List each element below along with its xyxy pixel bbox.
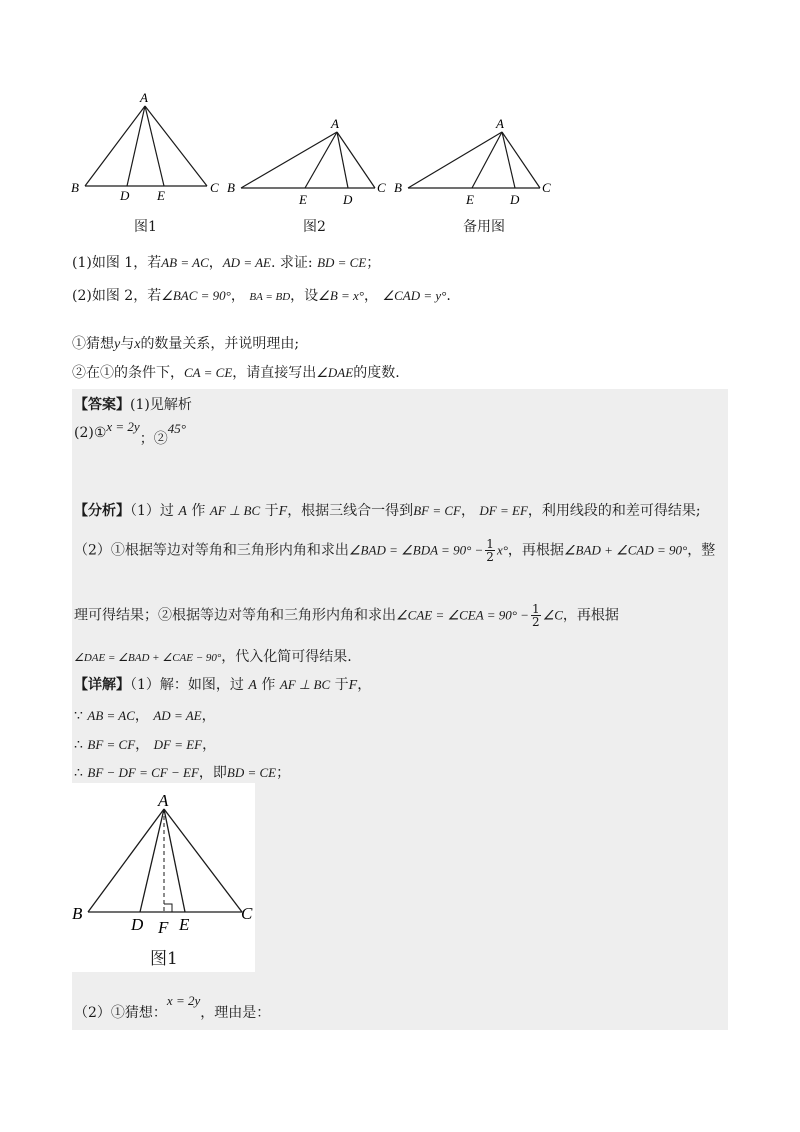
detail-figure-triangle — [72, 789, 255, 939]
spare-figure-triangle — [392, 112, 562, 208]
label-B: B — [72, 904, 83, 923]
label-B: B — [394, 180, 402, 195]
label-A: A — [496, 116, 504, 131]
detail-line-1: 【详解】（1）解：如图，过 A 作 AF ⊥ BC 于F， — [74, 677, 372, 693]
label-C: C — [377, 180, 386, 195]
label-E: E — [179, 915, 190, 934]
analysis-line-4: ∠DAE = ∠BAD + ∠CAE − 90°，代入化简可得结果. — [74, 649, 352, 665]
label-E: E — [299, 192, 307, 207]
label-C: C — [210, 180, 219, 195]
question-1: ①猜想y与x的数量关系，并说明理由; — [72, 336, 300, 352]
detail-line-2: ∵ AB = AC， AD = AE， — [74, 708, 216, 724]
label-A: A — [158, 791, 169, 810]
detail-figure-caption: 图1 — [150, 949, 178, 969]
problem-part-2: (2)如图 2，若∠BAC = 90°， BA = BD，设∠B = x°， ∠CAD = y°. — [72, 288, 451, 304]
label-A: A — [331, 116, 339, 131]
label-C: C — [542, 180, 551, 195]
label-D: D — [343, 192, 353, 207]
label-D: D — [131, 915, 144, 934]
detail-line-5: （2）①猜想：x = 2y，理由是： — [74, 993, 271, 1021]
label-B: B — [227, 180, 235, 195]
label-E: E — [466, 192, 474, 207]
fraction-half: $\frac{1}{2}$ — [531, 602, 540, 629]
analysis-line-2: （2）①根据等边对等角和三角形内角和求出∠BAD = ∠BDA = 90° − $\frac{1}{2}$ x°，再根据∠BAD + ∠CAD = 90°，整 — [74, 537, 716, 564]
fraction-half: $\frac{1}{2}$ — [486, 537, 494, 564]
answer-line-2: (2)①x = 2y；②45° — [74, 419, 186, 447]
figure-2-triangle — [225, 112, 395, 208]
answer-line-1: 【答案】(1)见解析 — [74, 397, 192, 413]
label-E: E — [157, 188, 165, 203]
problem-part-1: (1)如图 1，若AB = AC，AD = AE. 求证: BD = CE； — [72, 255, 381, 271]
figure-1-triangle — [60, 88, 230, 208]
spare-figure-caption: 备用图 — [463, 219, 505, 235]
detail-figure-box — [72, 789, 255, 972]
label-B: B — [71, 180, 79, 195]
detail-line-3: ∴ BF = CF， DF = EF， — [74, 737, 217, 753]
label-C: C — [241, 904, 253, 923]
label-D: D — [120, 188, 130, 203]
figure-1-caption: 图1 — [134, 219, 157, 235]
detail-line-4: ∴ BF − DF = CF − EF，即BD = CE； — [74, 765, 291, 781]
figure-2-caption: 图2 — [303, 219, 326, 235]
label-A: A — [140, 90, 148, 105]
analysis-line-1: 【分析】（1）过 A 作 AF ⊥ BC 于F，根据三线合一得到BF = CF， DF = EF，利用线段的和差可得结果; — [74, 503, 701, 519]
label-F: F — [158, 918, 169, 937]
question-2: ②在①的条件下，CA = CE，请直接写出∠DAE的度数. — [72, 365, 400, 381]
analysis-line-3: 理可得结果；②根据等边对等角和三角形内角和求出∠CAE = ∠CEA = 90° − $\frac{1}{2}$ ∠C，再根据 — [74, 602, 619, 629]
label-D: D — [510, 192, 520, 207]
answer-shade-right — [255, 783, 728, 973]
